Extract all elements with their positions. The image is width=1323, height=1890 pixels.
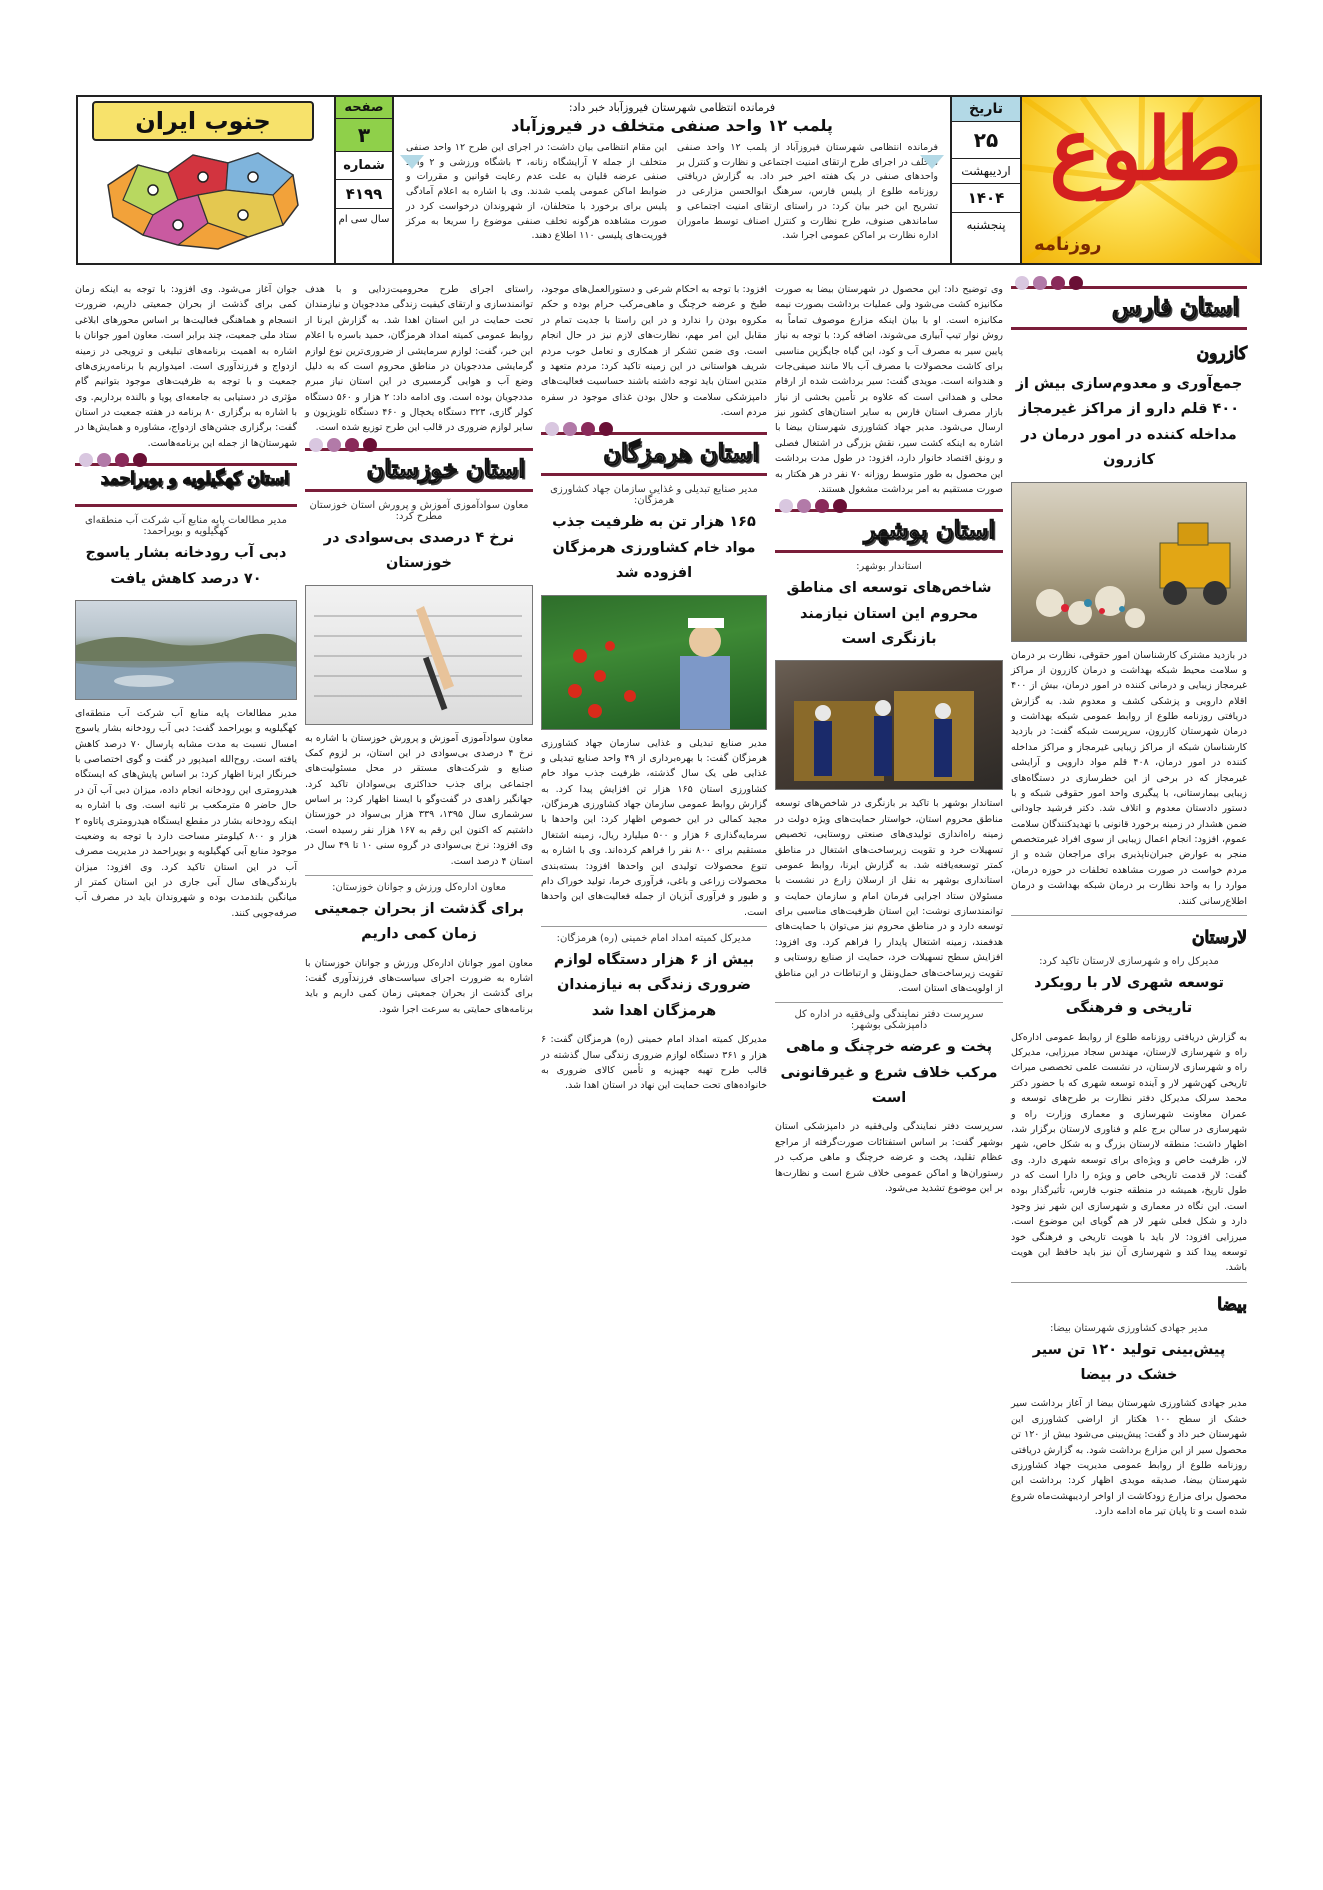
issue-label: شماره — [336, 152, 392, 180]
decorative-dots-icon — [545, 422, 613, 436]
city-tag-kazerun: کازرون — [1196, 344, 1247, 364]
section-title-hormozgan: استان هرمزگان — [603, 438, 759, 468]
body-hormozgan: مدیر صنایع تبدیلی و غذایی سازمان جهاد کشاورزی هرمزگان گفت: با بهره‌برداری از ۴۹ واحد صنایع تبدیلی و غذایی طی یک سال گذشته، ظرفیت جذب مواد خام کشاورزی استان ۱۶۵ هزار تن افزایش پیدا کرد. به گزارش روابط عمومی سازمان جهاد کشاورزی هرمزگان، مجید کمالی در این خصوص اظهار کرد: این واحدها با سرمایه‌گذاری ۶ هزار و ۵۰۰ میلیارد ریال، زمینه اشتغال مستقیم برای ۸۰۰ نفر را فراهم کرده‌اند. وی با اشاره به تنوع محصولات تولیدی این واحدها افزود: بسته‌بندی محصولات زراعی و باغی، فرآوری خرما، تولید خوراک دام و طیور و فرآوری آبزیان از جمله فعالیت‌های این واحدها است. — [541, 737, 768, 918]
section-banner-khuzestan — [305, 448, 533, 492]
headline-bushehr-vet: پخت و عرضه خرچنگ و ماهی مرکب خلاف شرع و غیرقانونی است — [780, 1039, 998, 1106]
headline-hormozgan-relief: بیش از ۶ هزار دستگاه لوازم ضروری زندگی به نیازمندان هرمزگان اهدا شد — [553, 952, 755, 1019]
section-title-kohgiluyeh: استان کهگیلویه و بویراحمد — [100, 469, 289, 490]
date-panel — [950, 97, 1022, 263]
arrow-icon — [920, 155, 944, 169]
body-khuzestan-top: راستای اجرای طرح محرومیت‌زدایی و با هدف توانمندسازی و ارتقای کیفیت زندگی مددجویان و نیازمندان تحت حمایت در این استان اهدا شد. به گزارش ایرنا از روابط عمومی کمیته امداد هرمزگان، حمید باسره با اعلام این خبر، گفت: لوازم سرمایشی از ضروری‌ترین نوع لوازم گرمایشی مددجویان در مناطق محروم است که به دلیل وضع آب و هوایی گرمسیری در این استان نیاز مبرم مددجویان بوده است. وی ادامه داد: ۲ هزار و ۵۶۰ دستگاه کولر گازی، ۳۲۳ دستگاه یخچال و ۴۶۰ دستگاه تلویزیون و سایر لوازم ضروری در قالب این طرح توزیع شده است. — [305, 284, 533, 434]
author-khuzestan: معاون سوادآموزی آموزش و پرورش استان خوزستان مطرح کرد: — [309, 499, 529, 522]
date-label: تاریخ — [952, 97, 1020, 122]
body-beyza: مدیر جهادی کشاورزی شهرستان بیضا از آغاز برداشت سیر خشک از سطح ۱۰۰ هکتار از اراضی کشاورزی این شهرستان خبر داد و گفت: پیش‌بینی می‌شود بیش از ۱۲۰ تن محصول سیر از این مزارع برداشت شود. به گزارش دریافتی روزنامه طلوع از روابط عمومی مدیریت جهاد کشاورزی شهرستان بیضا، صدیقه مویدی اظهار کرد: برداشت این محصول برای مزارع زودکاشت از اواخر اردیبهشت‌ماه شروع شده است و تا پایان تیر ماه ادامه دارد. — [1011, 1398, 1247, 1517]
section-title-fars: استان فارس — [1112, 292, 1239, 321]
section-banner-kohgiluyeh — [75, 463, 297, 507]
photo-writing-hand — [305, 585, 533, 725]
headline-hormozgan: ۱۶۵ هزار تن به ظرفیت جذب مواد خام کشاورزی هرمزگان افزوده شد — [552, 514, 756, 582]
body-fars-continued: وی توضیح داد: این محصول در شهرستان بیضا به صورت مکانیزه کشت می‌شود ولی عملیات برداشت بصورت نیمه مکانیزه است. او با بیان اینکه مزارع موصوف تماماً به روش نوار تیپ آبیاری می‌شوند، اضافه کرد: با توجه به نیاز پایین سیر به مصرف آب و کود، این گیاه جایگزین مناسبی برای کاشت محصولات با مصرف آب بالا مانند صیفی‌جات و هندوانه است. مویدی گفت: سیر برداشت شده از ارقام محلی و همدانی است که علاوه بر تأمین بخشی از نیاز بازار مصرف استان فارس به سایر استان‌های کشور نیز ارسال می‌شود. مدیر جهاد کشاورزی شهرستان بیضا با اشاره به اینکه کشت سیر، نقش بزرگی در اشتغال فصلی و رونق اقتصاد خانوار دارد، افزود: در طول مدت برداشت این محصول به طور متوسط روزانه ۷۰ نفر در هر هکتار به صورت مستقیم به امر برداشت مشغول هستند. — [775, 284, 1003, 495]
header-news-kicker: فرمانده انتظامی شهرستان فیروزآباد خبر داد: — [568, 101, 776, 114]
masthead — [76, 95, 1262, 265]
page-label: صفحه — [336, 97, 392, 119]
photo-drug-disposal — [1011, 482, 1247, 642]
header-news — [396, 97, 948, 263]
page-number: ۳ — [336, 119, 392, 152]
author-hormozgan-relief: مدیرکل کمیته امداد امام خمینی (ره) هرمزگان: — [556, 933, 752, 944]
section-title-khuzestan: استان خوزستان — [366, 453, 525, 483]
date-weekday: پنجشنبه — [966, 218, 1006, 232]
south-iran-map-icon — [98, 145, 308, 257]
section-banner-fars — [1011, 286, 1247, 330]
logo-wordmark: طلوع — [1049, 99, 1242, 200]
section-title-bushehr: استان بوشهر — [864, 515, 995, 545]
logo-subtitle: روزنامه — [1034, 234, 1102, 255]
author-kohgiluyeh: مدیر مطالعات پایه منابع آب شرکت آب منطقه‌ای کهگیلویه و بویراحمد: — [84, 515, 288, 538]
section-banner-hormozgan — [541, 432, 767, 476]
body-bushehr: استاندار بوشهر با تاکید بر بازنگری در شاخص‌های توسعه مناطق محروم استان، خواستار حمایت‌های ویژه دولت در زمینه راه‌اندازی تولیدی‌های صنعتی روستایی، تخصیص تسهیلات خرد و تقویت زیرساخت‌های اشتغال در مناطق کمتر توسعه‌یافته شد. به گزارش ایرنا، روابط عمومی استانداری بوشهر به نقل از ارسلان زارع در نشست با مسئولان ستاد اجرایی فرمان امام و سازمان حمایت و توانمندسازی نوشت: این استان ظرفیت‌های مناسبی برای توسعه دارد و در مناطق محروم نیز می‌توان با حمایت‌های هدفمند، زمینه اشتغال پایدار را فراهم کرد. وی افزود: افزایش سطح تسهیلات خرد، حمایت از صنایع روستایی و تقویت زیرساخت‌های حمل‌ونقل و ارتباطات در این مناطق از اولویت‌های استان است. — [775, 798, 1003, 994]
column-fars — [1011, 282, 1247, 1519]
header-news-col-2: این مقام انتظامی بیان داشت: در اجرای این طرح ۱۲ واحد صنفی متخلف از جمله ۷ آرایشگاه زنانه، ۳ باشگاه ورزشی و ۲ واحد صنفی عرضه قلیان به علت عدم رعایت قوانین و مقررات و ضوابط اماکن عمومی پلمب شدند. وی با اشاره به اعلام آمادگی پلیس برای برخورد با متخلفان، از شهروندان درخواست کرد در صورت مشاهده هرگونه تخلف صنفی موضوع را سریعا به مرکز فوریت‌های پلیسی ۱۱۰ اطلاع دهند. — [406, 142, 667, 242]
body-hormozgan-top: افزود: با توجه به احکام شرعی و دستورالعمل‌های موجود، طبخ و عرضه خرچنگ و ماهی‌مرکب حرام بوده و حکم مکروه بودن را ندارد و در این راستا با جدیت تمام در مقابل این امر مهم، نظارت‌های لازم نیز در حال انجام است. وی ضمن تشکر از همکاری و تعامل خوب مردم شریف هواستانی در این زمینه تاکید کرد: مردم متعهد و متدین استان باید توجه داشته باشند حساسیت فعالیت‌های دامپزشکی سلامت و حلال بودن غذای موجود در سفره مردم است. — [541, 284, 767, 418]
region-panel — [78, 97, 328, 263]
decorative-dots-icon — [1015, 276, 1083, 290]
decorative-dots-icon — [79, 453, 147, 467]
body-khuzestan: معاون سوادآموزی آموزش و پرورش خوزستان با اشاره به نرخ ۴ درصدی بی‌سوادی در این استان، بر لزوم کمک صنایع و شرکت‌های مستقر در محل مسئولیت‌های اجتماعی برای جذب حداکثری بی‌سوادان تاکید کرد. جهانگیر زاهدی در گفت‌وگو با ایسنا اظهار کرد: بر اساس سرشماری سال ۱۳۹۵، ۳۳۹ هزار بی‌سواد در خوزستان داشتیم که اکنون این رقم به ۱۶۷ هزار نفر رسیده است. وی افزود: نرخ بی‌سوادی در گروه سنی ۱۰ تا ۴۹ سال در استان ۴ درصد است. — [305, 732, 534, 867]
headline-bushehr: شاخص‌های توسعه ای مناطق محروم این استان نیازمند بازنگری است — [786, 580, 992, 647]
body-kohgiluyeh: مدیر مطالعات پایه منابع آب شرکت آب منطقه‌ای کهگیلویه و بویراحمد گفت: دبی آب رودخانه بشار یاسوج امسال نسبت به مدت مشابه پارسال ۷۰ درصد کاهش یافته است. روح‌الله امیدپور در گفت و گوی اختصاصی با خبرنگار ایرنا اظهار کرد: بر اساس پایش‌های که ایستگاه هیدرومتری این رودخانه انجام داده، میزان دبی آب آن در حال حاضر ۵ مترمکعب بر ثانیه است. وی با اشاره به اینکه رودخانه بشار در مقطع ایستگاه هیدرومتری پاتاوه ۲ هزار و ۸۰۰ کیلومتر مساحت دارد با توجه به وضعیت موجود منابع آبی کهگیلویه و بویراحمد در مدیریت مصرف آب در این استان تاکید کرد. وی افزود: میزان بارندگی‌های سال آبی جاری در این استان کمتر از میانگین بلندمدت بوده و شهروندان باید در مصرف آب صرفه‌جویی کنند. — [75, 707, 298, 919]
author-hormozgan: مدیر صنایع تبدیلی و غذایی سازمان جهاد کشاورزی هرمزگان: — [550, 484, 758, 507]
date-day: ۲۵ — [952, 122, 1020, 159]
date-year: ۱۴۰۴ — [952, 184, 1020, 213]
column-khuzestan — [305, 282, 533, 1017]
header-news-col-1: فرمانده انتظامی شهرستان فیروزآباد از پلمب ۱۲ واحد صنفی متخلف در اجرای طرح ارتقای امنیت اجتماعی و نظارت و کنترل بر واحدهای صنفی در یک هفته اخیر خبر داد. به گزارش دریافتی روزنامه طلوع از پلیس فارس، سرهنگ ابوالحسن مزارعی در تشریح این خبر بیان کرد: در راستای ارتقای امنیت اجتماعی و ساماندهی صنوف، طرح نظارت و کنترل اصناف توسط ماموران اداره نظارت بر اماکن عمومی اجرا شد. — [677, 142, 938, 242]
issue-panel — [334, 97, 394, 263]
body-larestan: به گزارش دریافتی روزنامه طلوع از روابط عمومی اداره‌کل راه و شهرسازی لارستان، مهندس سجاد میرزایی، مدیرکل راه و شهرسازی لارستان، در نشست علمی تخصصی میراث تاریخی کهن‌شهر لار و آینده توسعه شهری که با حضور دکتر محمد سرلک مدیرکل دفتر نظارت بر طرح‌های توسعه و عمران معاونت شهرسازی و معماری وزارت راه و شهرسازی در سالن برج علم و فناوری لارستان برگزار شد، اظهار داشت: منطقه لارستان بزرگ و به شکل خاص، شهر لار، ظرفیت خاص و ویژه‌ای برای توسعه شهری دارد. وی گفت: لار قدمت تاریخی خاص و ویژه را دارا است که در طول تاریخ، همیشه در منطقه جنوب فارس، تأثیرگذار بوده است. این نگاه در معماری و شهرسازی این شهر نیز وجود دارد و شکل فعلی شهر لار هم گویای این موضوع است. میرزایی افزود: لار باید با هویت تاریخی و فرهنگی خود توسعه پیدا کند و شهرسازی آن نیز باید حافظ این هویت باشد. — [1011, 1031, 1247, 1274]
arrow-icon — [400, 155, 424, 169]
region-title: جنوب ایران — [92, 101, 314, 141]
year-label: سال سی ام — [338, 214, 390, 225]
body-khuzestan-youth: معاون امور جوانان اداره‌کل ورزش و جوانان خوزستان با اشاره به ضرورت اجرای سیاست‌های فرزندآوری گفت: برای گذشت از بحران جمعیتی زمان کمی داریم و باید برنامه‌های حمایتی به سرعت اجرا شود. — [305, 957, 533, 1015]
issue-number: ۴۱۹۹ — [336, 180, 392, 209]
photo-river — [75, 600, 297, 700]
author-bushehr: استاندار بوشهر: — [856, 561, 922, 573]
author-bushehr-vet: سرپرست دفتر نمایندگی ولی‌فقیه در اداره کل دامپزشکی بوشهر: — [794, 1009, 984, 1032]
newspaper-logo — [1022, 97, 1260, 263]
section-banner-bushehr — [775, 509, 1003, 553]
date-month: اردیبهشت — [952, 159, 1020, 184]
headline-khuzestan-youth: برای گذشت از بحران جمعیتی زمان کمی داریم — [314, 900, 524, 943]
headline-larestan: توسعه شهری لار با رویکرد تاریخی و فرهنگی — [1034, 974, 1224, 1017]
column-hormozgan — [541, 282, 767, 1094]
headline-khuzestan: نرخ ۴ درصدی بی‌سوادی در خوزستان — [323, 529, 515, 572]
body-bushehr-vet: سرپرست دفتر نمایندگی ولی‌فقیه در دامپزشکی استان بوشهر گفت: بر اساس استفتائات صورت‌گرفته از مراجع عظام تقلید، پخت و عرضه خرچنگ و ماهی مرکب در رستوران‌ها و اماکن عمومی خلاف شرع است و نظارت‌ها بر این موضوع تشدید می‌شود. — [775, 1121, 1003, 1194]
decorative-dots-icon — [779, 499, 847, 513]
photo-farmer — [541, 595, 767, 730]
city-tag-beyza: بیضا — [1217, 1294, 1247, 1315]
city-tag-larestan: لارستان — [1192, 927, 1247, 948]
column-kohgiluyeh — [75, 282, 297, 921]
column-bushehr — [775, 282, 1003, 1196]
headline-kohgiluyeh: دبی آب رودخانه بشار یاسوج ۷۰ درصد کاهش یافت — [85, 545, 287, 587]
author-larestan: مدیرکل راه و شهرسازی لارستان تاکید کرد: — [1039, 955, 1219, 967]
author-khuzestan-youth: معاون اداره‌کل ورزش و جوانان خوزستان: — [332, 881, 506, 893]
decorative-dots-icon — [309, 438, 377, 452]
author-beyza: مدیر جهادی کشاورزی شهرستان بیضا: — [1050, 1322, 1208, 1334]
body-kazerun: در بازدید مشترک کارشناسان امور حقوقی، نظارت بر درمان و سلامت محیط شبکه بهداشت و درمان کازرون از مراکز غیرمجاز زیبایی و درمانی کننده در امور درمان، بیش از ۴۰۰ اقلام دارویی و پزشکی کشف و معدوم شد. به گزارش دریافتی روزنامه طلوع از روابط عمومی شبکه بهداشت و درمان شهرستان کازرون، سرپرست شبکه گفت: در بازدید کارشناسان شبکه از مراکز زیبایی غیرمجاز و مراکز مداخله کننده در امور درمان، ۴۰۸ قلم مواد دارویی و آرایشی غیرمجاز که در برخی از این خطرسازی در دستگاه‌های زیبایی بیمارستانی، با پیگیری واحد امور حقوقی شبکه و با دستور دادستان معدوم و اتلاف شد. دکتر فرشید جاودانی ضمن هشدار در زمینه برخورد قانونی با تهدیدکنندگان سلامت عموم، افزود: انجام اعمال زیبایی از سوی افراد غیرمتخصص منجر به عوارض جبران‌ناپذیری برای مراجعان شده و از مردم خواست در صورت مشاهده تخلفات در حوزه درمان، موارد را به واحد نظارت بر درمان شبکه بهداشت و درمان اطلاع‌رسانی کنند. — [1011, 649, 1247, 907]
headline-kazerun: جمع‌آوری و معدوم‌سازی بیش از ۴۰۰ قلم دارو از مراکز غیرمجاز مداخله کننده در امور درمان در کازرون — [1015, 376, 1243, 469]
header-news-headline: پلمب ۱۲ واحد صنفی متخلف در فیروزآباد — [511, 116, 833, 135]
body-hormozgan-relief: مدیرکل کمیته امداد امام خمینی (ره) هرمزگان گفت: ۶ هزار و ۳۶۱ دستگاه لوازم ضروری زندگی سال گذشته در قالب طرح تهیه جهیزیه و تأمین کالای ضروری به خانواده‌های تحت حمایت این نهاد در استان اهدا شد. — [541, 1034, 767, 1092]
headline-beyza: پیش‌بینی تولید ۱۲۰ تن سیر خشک در بیضا — [1032, 1341, 1226, 1383]
body-kohgiluyeh-top: جوان آغاز می‌شود. وی افزود: با توجه به اینکه زمان کمی برای گذشت از بحران جمعیتی داریم، ضرورت انسجام و هماهنگی فعالیت‌ها بر اساس محورهای ابلاغی ستاد ملی جمعیت، چند برابر است. معاون امور جوانان با اشاره به اهمیت برنامه‌های تبلیغی و ترویجی در زمینه ازدواج و فرزندآوری است. امیدواریم با برنامه‌ریزی‌های جمعیت و با توجه به ظرفیت‌های موجود بتوانیم گام مؤثری در دستیابی به جامعه‌ای پویا و بالنده برداریم. وی با اشاره به برگزاری ۸۰ برنامه در هفته جمعیت در استان گفت: برگزاری جشن‌های ازدواج، مشاوره و همایش‌ها در شهرستان‌ها از جمله این برنامه‌هاست. — [75, 284, 297, 449]
photo-workers — [775, 660, 1003, 790]
